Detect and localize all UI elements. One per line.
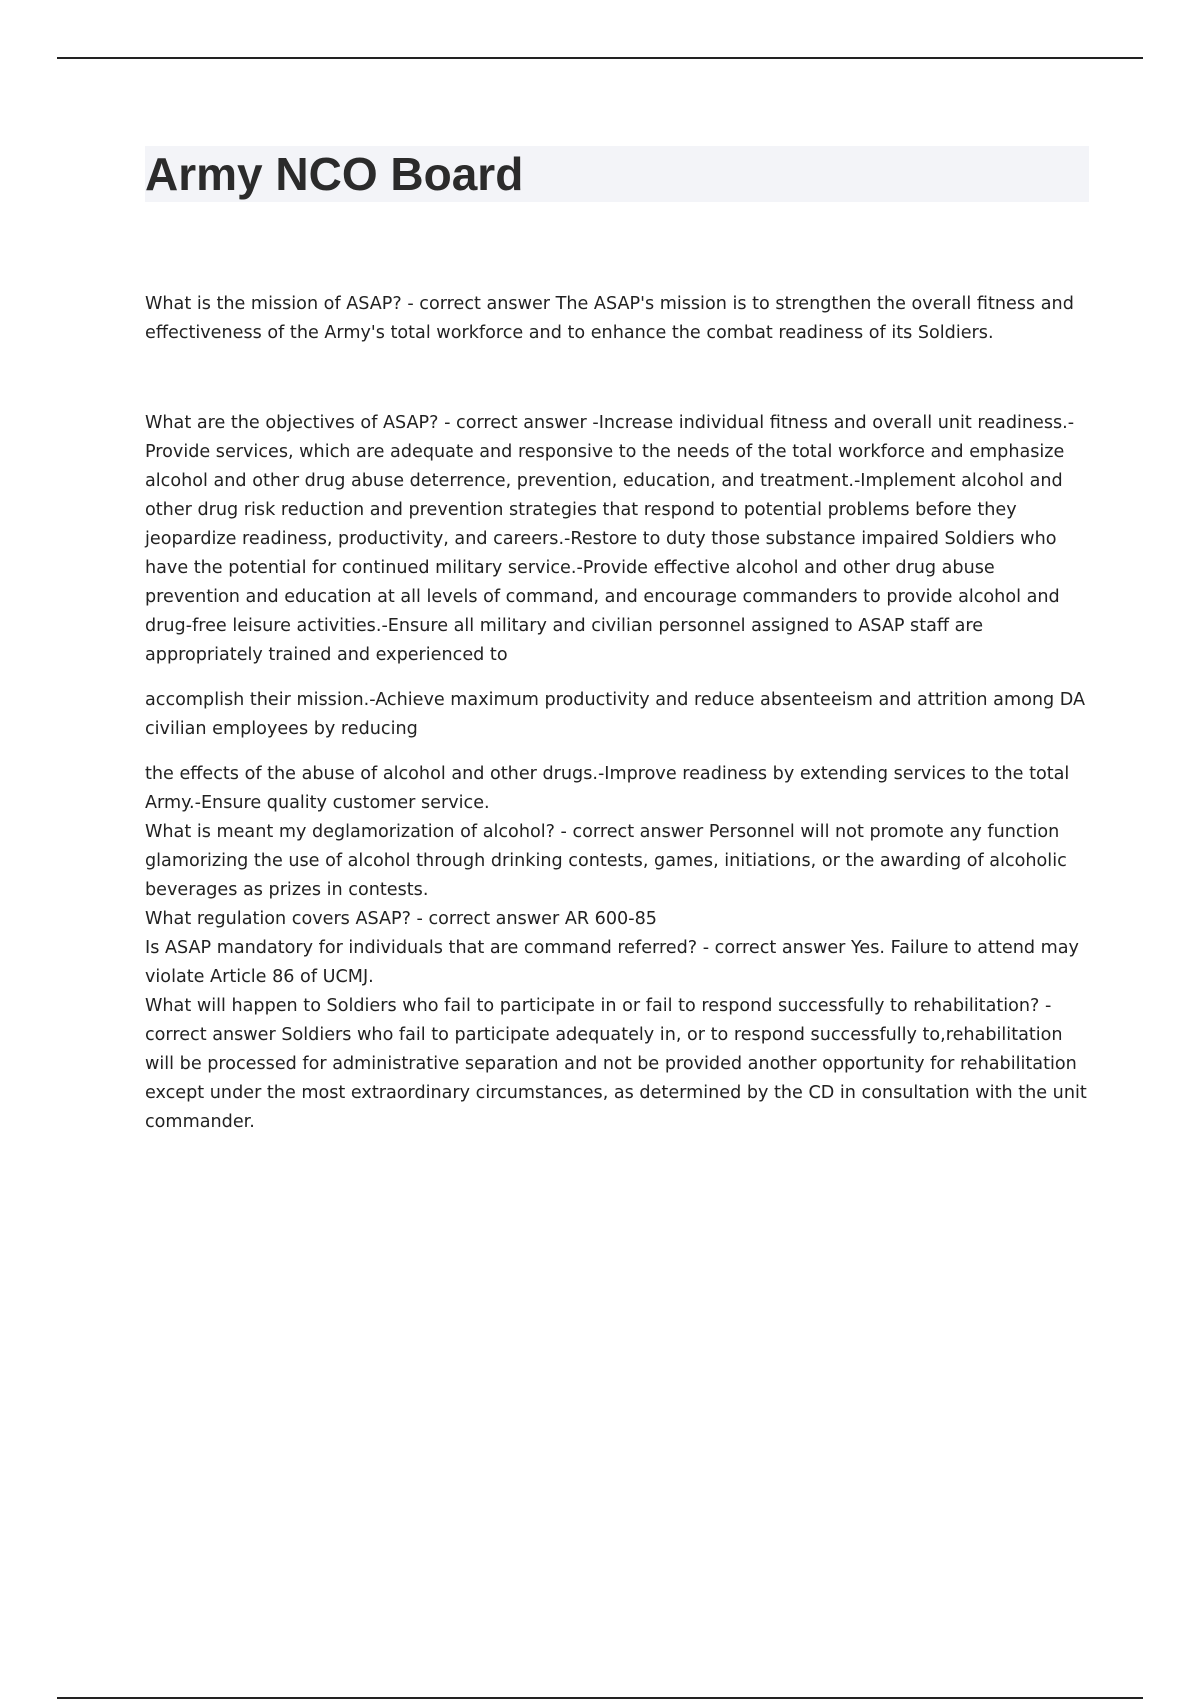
- qa-paragraph-objectives-continued-2: the effects of the abuse of alcohol and other drugs.-Improve readiness by extending services to the total Army.-Ensure quality customer service.: [145, 764, 1070, 813]
- qa-paragraph-mission: What is the mission of ASAP? - correct answer The ASAP's mission is to strengthen the overall fitness and effectiveness of the Army's total workforce and to enhance the combat readiness of its Soldiers.: [145, 294, 1074, 343]
- qa-paragraph-objectives-continued-1: accomplish their mission.-Achieve maximum productivity and reduce absenteeism and attrition among DA civilian employees by reducing: [145, 690, 1086, 739]
- bottom-rule: [57, 1697, 1143, 1699]
- document-body: [145, 290, 1090, 1137]
- qa-paragraph-objectives: What are the objectives of ASAP? - correct answer -Increase individual fitness and overall unit readiness.-Provide services, which are adequate and responsive to the needs of the total workforce and emphasize alcohol and other drug abuse deterrence, prevention, education, and treatment.-Implement alcohol and other drug risk reduction and prevention strategies that respond to potential problems before they jeopardize readiness, productivity, and careers.-Restore to duty those substance impaired Soldiers who have the potential for continued military service.-Provide effective alcohol and other drug abuse prevention and education at all levels of command, and encourage commanders to provide alcohol and drug-free leisure activities.-Ensure all military and civilian personnel assigned to ASAP staff are appropriately trained and experienced to: [145, 413, 1075, 665]
- qa-paragraph-rehabilitation: What will happen to Soldiers who fail to participate in or fail to respond successfully to rehabilitation? - correct answer Soldiers who fail to participate adequately in, or to respond successfully to,rehabilitation will be processed for administrative separation and not be provided another opportunity for rehabilitation except under the most extraordinary circumstances, as determined by the CD in consultation with the unit commander.: [145, 996, 1087, 1132]
- page-title: Army NCO Board: [145, 148, 524, 200]
- qa-paragraph-command-referred: Is ASAP mandatory for individuals that are command referred? - correct answer Yes. Failure to attend may violate Article 86 of UCMJ.: [145, 938, 1079, 987]
- qa-paragraph-deglamorization: What is meant my deglamorization of alcohol? - correct answer Personnel will not promote any function glamorizing the use of alcohol through drinking contests, games, initiations, or the awarding of alcoholic beverages as prizes in contests.: [145, 822, 1067, 900]
- top-rule: [57, 57, 1143, 59]
- qa-paragraph-regulation: What regulation covers ASAP? - correct answer AR 600-85: [145, 909, 657, 929]
